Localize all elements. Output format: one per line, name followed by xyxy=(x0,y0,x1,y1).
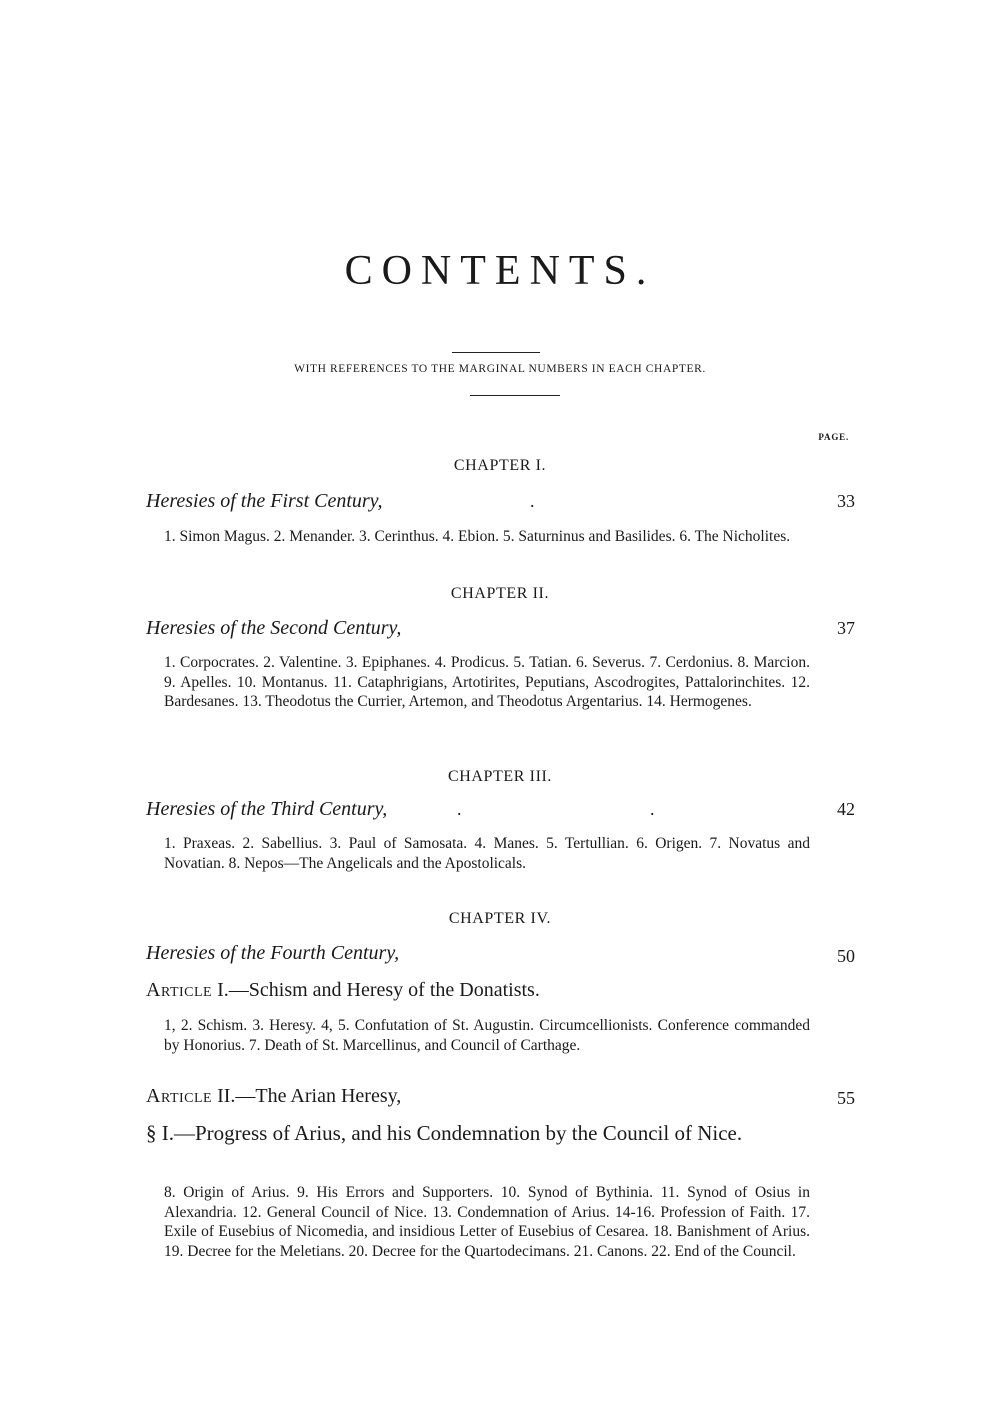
chapter-title: Heresies of the First Century, xyxy=(146,490,383,512)
article-label: Article xyxy=(146,979,213,1001)
page-number: 55 xyxy=(837,1088,855,1108)
chapter-heading: CHAPTER III. xyxy=(447,768,553,785)
chapter-contents: 1. Praxeas. 2. Sabellius. 3. Paul of Samosata. 4. Manes. 5. Tertullian. 6. Origen. 7. Novatus and Novatian. 8. Nepos—The Angelicals and the Apostolicals. xyxy=(164,835,810,872)
page-title: CONTENTS. xyxy=(344,248,656,294)
page-column-label: PAGE. xyxy=(818,432,849,442)
chapter-title: Heresies of the Third Century, xyxy=(146,798,388,820)
section-contents: 8. Origin of Arius. 9. His Errors and Supporters. 10. Synod of Bythinia. 11. Synod of Osius in Alexandria. 12. General Council of Nice. 13. Condemnation of Arius. 14-16. Profession of Faith. 17. Exile of Eusebius of Nicomedia, and insidious Letter of Eusebius of Cesarea. 18. Banishment of Arius. 19. Decree for the Meletians. 20. Decree for the Quartodecimans. 21. Canons. 22. End of the Council. xyxy=(164,1184,810,1260)
article-heading xyxy=(146,978,540,1002)
page-subtitle: WITH REFERENCES TO THE MARGINAL NUMBERS IN EACH CHAPTER. xyxy=(294,363,706,375)
page-number: 33 xyxy=(837,491,855,511)
divider-top xyxy=(452,352,540,353)
page-number: 42 xyxy=(837,799,855,819)
leader-dot: . xyxy=(650,799,655,819)
leader-dot: . xyxy=(457,799,462,819)
section-heading: § I.—Progress of Arius, and his Condemnation by the Council of Nice. xyxy=(146,1121,743,1145)
chapter-contents: 1. Simon Magus. 2. Menander. 3. Cerinthus. 4. Ebion. 5. Saturninus and Basilides. 6. The Nicholites. xyxy=(164,528,791,545)
chapter-heading: CHAPTER I. xyxy=(453,457,547,474)
chapter-contents: 1. Corpocrates. 2. Valentine. 3. Epiphanes. 4. Prodicus. 5. Tatian. 6. Severus. 7. Cerdonius. 8. Marcion. 9. Apelles. 10. Montanus. 11. Cataphrigians, Artotirites, Peputians, Ascodrogites, Pattalorinchites. 12. Bardesanes. 13. Theodotus the Currier, Artemon, and Theodotus Argentarius. 14. Hermogenes. xyxy=(164,654,810,710)
chapter-title: Heresies of the Second Century, xyxy=(146,617,402,639)
chapter-heading: CHAPTER II. xyxy=(450,585,550,602)
article-label: Article xyxy=(146,1085,213,1107)
page-number: 37 xyxy=(837,618,855,638)
page-number: 50 xyxy=(837,946,855,966)
chapter-title: Heresies of the Fourth Century, xyxy=(146,942,400,964)
divider-bottom xyxy=(470,395,560,396)
chapter-heading: CHAPTER IV. xyxy=(448,910,552,927)
article-contents: 1, 2. Schism. 3. Heresy. 4, 5. Confutation of St. Augustin. Circumcellionists. Conference commanded by Honorius. 7. Death of St. Marcellinus, and Council of Carthage. xyxy=(164,1017,810,1054)
article-title: II.—The Arian Heresy, xyxy=(217,1085,402,1107)
article-heading xyxy=(146,1084,401,1108)
article-title: I.—Schism and Heresy of the Donatists. xyxy=(217,979,540,1001)
leader-dot: . xyxy=(530,491,535,511)
